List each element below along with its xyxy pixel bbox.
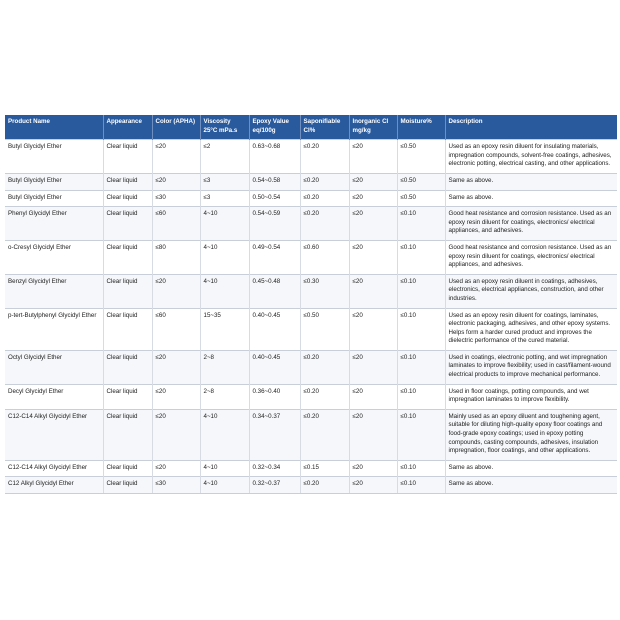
cell-product-name: C12 Alkyl Glycidyl Ether: [5, 477, 103, 494]
cell-description: Same as above.: [445, 460, 617, 477]
header-description: Description: [445, 115, 617, 140]
cell-saponifiable-cl: ≤0.20: [300, 384, 349, 409]
cell-viscosity: ≤3: [200, 190, 249, 207]
cell-product-name: Phenyl Glycidyl Ether: [5, 207, 103, 241]
cell-color: ≤30: [152, 477, 200, 494]
cell-viscosity: 4~10: [200, 460, 249, 477]
cell-inorganic-cl: ≤20: [349, 190, 397, 207]
cell-epoxy-value: 0.54~0.59: [249, 207, 300, 241]
cell-appearance: Clear liquid: [103, 274, 152, 308]
cell-moisture: ≤0.50: [397, 173, 445, 190]
cell-appearance: Clear liquid: [103, 350, 152, 384]
cell-description: Same as above.: [445, 477, 617, 494]
cell-appearance: Clear liquid: [103, 409, 152, 460]
cell-color: ≤30: [152, 190, 200, 207]
cell-color: ≤20: [152, 384, 200, 409]
cell-viscosity: ≤2: [200, 140, 249, 174]
cell-color: ≤20: [152, 409, 200, 460]
cell-appearance: Clear liquid: [103, 240, 152, 274]
cell-epoxy-value: 0.54~0.58: [249, 173, 300, 190]
cell-epoxy-value: 0.32~0.34: [249, 460, 300, 477]
cell-moisture: ≤0.10: [397, 274, 445, 308]
cell-epoxy-value: 0.50~0.54: [249, 190, 300, 207]
cell-moisture: ≤0.10: [397, 477, 445, 494]
cell-moisture: ≤0.10: [397, 207, 445, 241]
cell-saponifiable-cl: ≤0.20: [300, 409, 349, 460]
cell-epoxy-value: 0.49~0.54: [249, 240, 300, 274]
cell-description: Good heat resistance and corrosion resistance. Used as an epoxy resin diluent for coatings, electronics/ electrical appliances, and adhesives.: [445, 207, 617, 241]
cell-moisture: ≤0.50: [397, 190, 445, 207]
cell-inorganic-cl: ≤20: [349, 350, 397, 384]
table-body: [5, 140, 617, 494]
cell-description: Used in coatings, electronic potting, and wet impregnation laminates to improve flexibility; used in cast/filament-wound electrical products to improve mechanical performance.: [445, 350, 617, 384]
cell-viscosity: 2~8: [200, 350, 249, 384]
cell-description: Used as an epoxy resin diluent in coatings, adhesives, electronics, electrical appliances, construction, and other industries.: [445, 274, 617, 308]
cell-color: ≤20: [152, 140, 200, 174]
table-row: [5, 274, 617, 308]
cell-appearance: Clear liquid: [103, 207, 152, 241]
cell-viscosity: 2~8: [200, 384, 249, 409]
cell-viscosity: 4~10: [200, 274, 249, 308]
header-saponifiable-cl: Saponifiable Cl%: [300, 115, 349, 140]
cell-description: Used as an epoxy resin diluent for coatings, laminates, electronic packaging, adhesives, and other epoxy systems. Helps form a harder cured product and improves the dielectric performance of the cured material.: [445, 308, 617, 350]
cell-epoxy-value: 0.34~0.37: [249, 409, 300, 460]
product-spec-table: [5, 115, 617, 494]
table-row: [5, 207, 617, 241]
cell-product-name: Butyl Glycidyl Ether: [5, 190, 103, 207]
cell-product-name: Butyl Glycidyl Ether: [5, 140, 103, 174]
cell-color: ≤60: [152, 308, 200, 350]
cell-moisture: ≤0.10: [397, 308, 445, 350]
cell-inorganic-cl: ≤20: [349, 409, 397, 460]
cell-inorganic-cl: ≤20: [349, 207, 397, 241]
cell-epoxy-value: 0.36~0.40: [249, 384, 300, 409]
cell-saponifiable-cl: ≤0.20: [300, 207, 349, 241]
cell-product-name: C12-C14 Alkyl Glycidyl Ether: [5, 409, 103, 460]
cell-moisture: ≤0.10: [397, 384, 445, 409]
cell-viscosity: 4~10: [200, 240, 249, 274]
cell-epoxy-value: 0.40~0.45: [249, 308, 300, 350]
cell-product-name: o-Cresyl Glycidyl Ether: [5, 240, 103, 274]
cell-epoxy-value: 0.45~0.48: [249, 274, 300, 308]
cell-saponifiable-cl: ≤0.60: [300, 240, 349, 274]
header-viscosity: Viscosity 25°C mPa.s: [200, 115, 249, 140]
cell-saponifiable-cl: ≤0.20: [300, 173, 349, 190]
cell-inorganic-cl: ≤20: [349, 140, 397, 174]
cell-appearance: Clear liquid: [103, 173, 152, 190]
table-row: [5, 140, 617, 174]
cell-viscosity: 4~10: [200, 207, 249, 241]
table-row: [5, 384, 617, 409]
cell-saponifiable-cl: ≤0.20: [300, 477, 349, 494]
cell-moisture: ≤0.10: [397, 460, 445, 477]
cell-epoxy-value: 0.40~0.45: [249, 350, 300, 384]
cell-inorganic-cl: ≤20: [349, 477, 397, 494]
cell-appearance: Clear liquid: [103, 308, 152, 350]
cell-product-name: Butyl Glycidyl Ether: [5, 173, 103, 190]
cell-color: ≤20: [152, 350, 200, 384]
table-row: [5, 477, 617, 494]
cell-color: ≤20: [152, 173, 200, 190]
cell-product-name: Decyl Glycidyl Ether: [5, 384, 103, 409]
cell-appearance: Clear liquid: [103, 140, 152, 174]
cell-epoxy-value: 0.32~0.37: [249, 477, 300, 494]
cell-description: Same as above.: [445, 190, 617, 207]
table-row: [5, 173, 617, 190]
cell-description: Mainly used as an epoxy diluent and toughening agent, suitable for diluting high-quality epoxy floor coatings and food-grade epoxy coatings; used in epoxy potting compounds, casting compounds, adhesives, insulation impregnation, floor coatings, and other applications.: [445, 409, 617, 460]
cell-color: ≤60: [152, 207, 200, 241]
table-row: [5, 240, 617, 274]
cell-moisture: ≤0.50: [397, 140, 445, 174]
cell-saponifiable-cl: ≤0.20: [300, 140, 349, 174]
header-color: Color (APHA): [152, 115, 200, 140]
cell-appearance: Clear liquid: [103, 460, 152, 477]
cell-inorganic-cl: ≤20: [349, 460, 397, 477]
table-row: [5, 460, 617, 477]
cell-viscosity: ≤3: [200, 173, 249, 190]
cell-moisture: ≤0.10: [397, 350, 445, 384]
cell-product-name: Benzyl Glycidyl Ether: [5, 274, 103, 308]
cell-description: Same as above.: [445, 173, 617, 190]
cell-appearance: Clear liquid: [103, 190, 152, 207]
cell-description: Good heat resistance and corrosion resistance. Used as an epoxy resin diluent for coatings, electronics/ electrical appliances, and adhesives.: [445, 240, 617, 274]
table-row: [5, 308, 617, 350]
cell-color: ≤20: [152, 460, 200, 477]
header-inorganic-cl: Inorganic Cl mg/kg: [349, 115, 397, 140]
cell-inorganic-cl: ≤20: [349, 240, 397, 274]
cell-saponifiable-cl: ≤0.20: [300, 190, 349, 207]
cell-saponifiable-cl: ≤0.15: [300, 460, 349, 477]
cell-product-name: C12-C14 Alkyl Glycidyl Ether: [5, 460, 103, 477]
cell-inorganic-cl: ≤20: [349, 274, 397, 308]
cell-inorganic-cl: ≤20: [349, 384, 397, 409]
cell-appearance: Clear liquid: [103, 477, 152, 494]
header-moisture: Moisture%: [397, 115, 445, 140]
cell-moisture: ≤0.10: [397, 409, 445, 460]
table-row: [5, 409, 617, 460]
cell-epoxy-value: 0.63~0.68: [249, 140, 300, 174]
table-row: [5, 350, 617, 384]
header-appearance: Appearance: [103, 115, 152, 140]
cell-inorganic-cl: ≤20: [349, 308, 397, 350]
table-header-row: [5, 115, 617, 140]
cell-viscosity: 15~35: [200, 308, 249, 350]
cell-viscosity: 4~10: [200, 477, 249, 494]
cell-saponifiable-cl: ≤0.50: [300, 308, 349, 350]
cell-moisture: ≤0.10: [397, 240, 445, 274]
cell-inorganic-cl: ≤20: [349, 173, 397, 190]
cell-product-name: p-tert-Butylphenyl Glycidyl Ether: [5, 308, 103, 350]
cell-saponifiable-cl: ≤0.30: [300, 274, 349, 308]
cell-description: Used as an epoxy resin diluent for insulating materials, impregnation compounds, solvent-free coatings, adhesives, electronic potting, electrical casting, and other applications.: [445, 140, 617, 174]
cell-color: ≤20: [152, 274, 200, 308]
header-epoxy-value: Epoxy Value eq/100g: [249, 115, 300, 140]
cell-appearance: Clear liquid: [103, 384, 152, 409]
cell-color: ≤80: [152, 240, 200, 274]
cell-product-name: Octyl Glycidyl Ether: [5, 350, 103, 384]
header-product-name: Product Name: [5, 115, 103, 140]
table-row: [5, 190, 617, 207]
cell-saponifiable-cl: ≤0.20: [300, 350, 349, 384]
cell-viscosity: 4~10: [200, 409, 249, 460]
cell-description: Used in floor coatings, potting compounds, and wet impregnation laminates to improve flexibility.: [445, 384, 617, 409]
